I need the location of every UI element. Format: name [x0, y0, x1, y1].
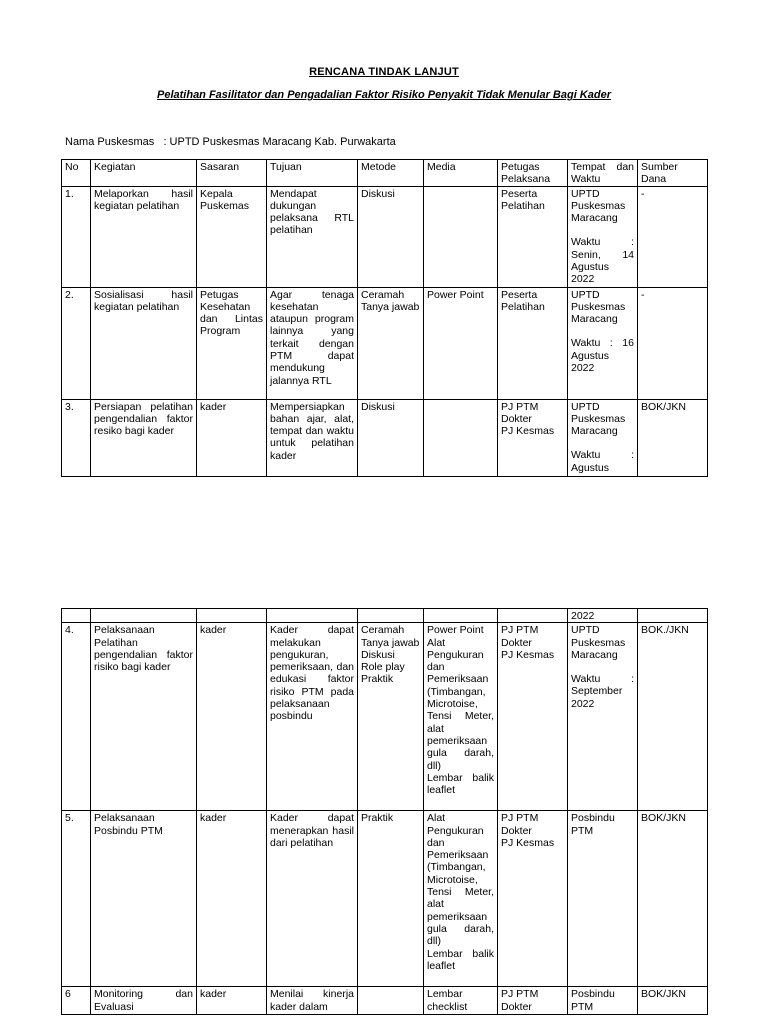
header-no: No	[62, 160, 91, 187]
cell-tempat-waktu	[568, 186, 638, 287]
cell-metode: Ceramah Tanya jawab Diskusi Role play Praktik	[358, 623, 424, 811]
document-subtitle: Pelatihan Fasilitator dan Pengadalian Faktor Risiko Penyakit Tidak Menular Bagi Kader	[157, 89, 611, 101]
cell-tujuan: Mempersiapkan bahan ajar, alat, tempat dan waktu untuk pelatihan kader	[267, 399, 358, 476]
cell-tempat: Posbindu PTM	[568, 811, 638, 987]
cell-waktu: Waktu : September 2022	[571, 673, 634, 710]
cell-tujuan: Agar tenaga kesehatan ataupun program lainnya yang terkait dengan PTM dapat mendukung jalannya RTL	[267, 287, 358, 399]
rtl-table-part-1	[61, 159, 708, 477]
cell-metode: Diskusi	[358, 186, 424, 287]
cell-petugas: PJ PTM Dokter	[498, 987, 568, 1015]
cell-tempat-waktu	[568, 623, 638, 811]
cell-no: 6	[62, 987, 91, 1015]
cell-sumber: BOK/JKN	[638, 987, 708, 1015]
cell-sumber: BOK./JKN	[638, 623, 708, 811]
header-petugas: Petugas Pelaksana	[498, 160, 568, 187]
cell-kegiatan: Persiapan pelatihan pengendalian faktor resiko bagi kader	[91, 399, 197, 476]
cell-metode: Ceramah Tanya jawab	[358, 287, 424, 399]
header-kegiatan: Kegiatan	[91, 160, 197, 187]
header-sasaran: Sasaran	[197, 160, 267, 187]
cell-kegiatan: Sosialisasi hasil kegiatan pelatihan	[91, 287, 197, 399]
cell-media	[424, 186, 498, 287]
puskesmas-value: : UPTD Puskesmas Maracang Kab. Purwakarta	[163, 136, 396, 148]
cell-media	[424, 399, 498, 476]
cell-tujuan: Menilai kinerja kader dalam	[267, 987, 358, 1015]
cell-tujuan: Mendapat dukungan pelaksana RTL pelatihan	[267, 186, 358, 287]
cell-tempat: UPTD Puskesmas Maracang	[571, 624, 626, 661]
cell-petugas: Peserta Pelatihan	[498, 186, 568, 287]
table-row	[62, 623, 708, 811]
cell-sumber: BOK/JKN	[638, 811, 708, 987]
puskesmas-label: Nama Puskesmas	[65, 136, 155, 148]
cell-no: 2.	[62, 287, 91, 399]
cell-waktu: Waktu : Senin, 14 Agustus 2022	[571, 236, 634, 286]
table-row	[62, 287, 708, 399]
table-row	[62, 399, 708, 476]
cell-tempat: UPTD Puskesmas Maracang	[571, 288, 626, 326]
cell-no: 3.	[62, 399, 91, 476]
cell-petugas: PJ PTM Dokter PJ Kesmas	[498, 811, 568, 987]
cell-tempat-waktu	[568, 399, 638, 476]
header-tempat: Tempat dan Waktu	[568, 160, 638, 187]
table-header-row	[62, 160, 708, 187]
table-row	[62, 186, 708, 287]
cell-no: 4.	[62, 623, 91, 811]
cell-media: Power Point Alat Pengukuran dan Pemeriksaan (Timbangan, Microtoise, Tensi Meter, alat pemeriksaan gula darah, dll) Lembar balik leaflet	[424, 623, 498, 811]
cell-sasaran: kader	[197, 811, 267, 987]
table-continuation-row	[62, 609, 708, 623]
cell-tempat-waktu	[568, 287, 638, 399]
cell-waktu: Waktu : 16 Agustus 2022	[571, 337, 634, 375]
cell-kegiatan: Monitoring dan Evaluasi	[91, 987, 197, 1015]
cell-sumber: -	[638, 186, 708, 287]
cell-kegiatan: Pelaksanaan Pelatihan pengendalian faktor risiko bagi kader	[91, 623, 197, 811]
cell-kegiatan: Melaporkan hasil kegiatan pelatihan	[91, 186, 197, 287]
cell-media: Power Point	[424, 287, 498, 399]
cell-metode	[358, 987, 424, 1015]
cell-tempat: UPTD Puskesmas Maracang	[571, 187, 626, 225]
cell-petugas: PJ PTM Dokter PJ Kesmas	[498, 399, 568, 476]
cell-sumber: BOK/JKN	[638, 399, 708, 476]
cell-metode: Diskusi	[358, 399, 424, 476]
cell-sasaran: kader	[197, 987, 267, 1015]
cell-no: 1.	[62, 186, 91, 287]
header-metode: Metode	[358, 160, 424, 187]
cell-metode: Praktik	[358, 811, 424, 987]
cell-no: 5.	[62, 811, 91, 987]
cell-petugas: PJ PTM Dokter PJ Kesmas	[498, 623, 568, 811]
puskesmas-line	[65, 136, 396, 148]
cell-sasaran: Kepala Puskemas	[197, 186, 267, 287]
cell-tempat: UPTD Puskesmas Maracang	[571, 400, 626, 438]
cell-tujuan: Kader dapat menerapkan hasil dari pelatihan	[267, 811, 358, 987]
cell-sasaran: kader	[197, 623, 267, 811]
cell-sasaran: Petugas Kesehatan dan Lintas Program	[197, 287, 267, 399]
cell-waktu: Waktu : Agustus	[571, 449, 634, 474]
document-title: RENCANA TINDAK LANJUT	[309, 66, 459, 78]
cell-petugas: Peserta Pelatihan	[498, 287, 568, 399]
table-row	[62, 987, 708, 1015]
cell-continued-year: 2022	[568, 609, 638, 623]
rtl-table-part-2	[61, 608, 708, 1015]
header-tujuan: Tujuan	[267, 160, 358, 187]
table-row	[62, 811, 708, 987]
cell-tujuan: Kader dapat melakukan pengukuran, pemeriksaan, dan edukasi faktor risiko PTM pada pelaksanaan posbindu	[267, 623, 358, 811]
cell-sasaran: kader	[197, 399, 267, 476]
header-sumber: Sumber Dana	[638, 160, 708, 187]
header-media: Media	[424, 160, 498, 187]
cell-kegiatan: Pelaksanaan Posbindu PTM	[91, 811, 197, 987]
cell-media: Alat Pengukuran dan Pemeriksaan (Timbangan, Microtoise, Tensi Meter, alat pemeriksaan gula darah, dll) Lembar balik leaflet	[424, 811, 498, 987]
cell-tempat: Posbindu PTM	[568, 987, 638, 1015]
cell-media: Lembar checklist	[424, 987, 498, 1015]
cell-sumber: -	[638, 287, 708, 399]
